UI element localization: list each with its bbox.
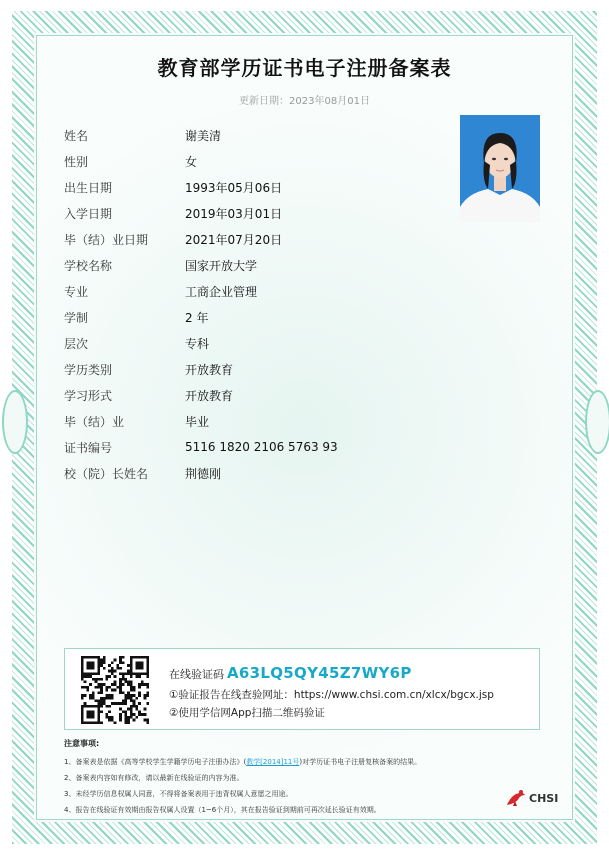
right-border-ornament [585, 390, 609, 454]
left-border-ornament [2, 390, 28, 454]
regulation-link[interactable]: 教学[2014]11号 [246, 758, 300, 766]
field-row-education-type [64, 356, 364, 382]
field-label: 专业 [64, 284, 89, 299]
page-title: 教育部学历证书电子注册备案表 [157, 56, 452, 80]
field-value: 毕业 [185, 414, 210, 429]
field-row-president [64, 460, 364, 486]
note-item-2: 2、备案表内容如有修改，请以最新在线验证的内容为准。 [64, 774, 244, 782]
field-row-enroll-date [64, 200, 364, 226]
field-row-major [64, 278, 364, 304]
notes-section [64, 738, 534, 818]
field-label: 姓名 [64, 128, 89, 143]
field-value: 开放教育 [185, 362, 234, 377]
field-label: 层次 [64, 336, 89, 351]
student-photo [460, 115, 540, 222]
field-value: 荆德刚 [185, 466, 222, 481]
field-label: 学校名称 [64, 258, 113, 273]
field-value: 2019年03月01日 [185, 206, 283, 221]
field-value: 2021年07月20日 [185, 232, 283, 247]
field-row-gender [64, 148, 364, 174]
field-value: 开放教育 [185, 388, 234, 403]
field-row-school [64, 252, 364, 278]
verification-url-text: ①验证报告在线查验网址：https://www.chsi.com.cn/xlcx/bgcx.jsp [169, 689, 494, 701]
field-value: 2 年 [185, 310, 209, 325]
field-value: 5116 1820 2106 5763 93 [185, 440, 338, 454]
note-item-1 [64, 754, 534, 770]
field-row-graduation-status [64, 408, 364, 434]
field-row-study-mode [64, 382, 364, 408]
online-verification-panel [64, 648, 540, 730]
verification-code-line [169, 664, 412, 682]
field-row-certificate-number [64, 434, 364, 460]
field-label: 毕（结）业 [64, 414, 125, 429]
field-label: 入学日期 [64, 206, 113, 221]
note-item-4: 4、报告在线验证有效期由报告权属人设置（1~6个月），其在报告验证到期前可再次延长验证有效期。 [64, 806, 381, 814]
field-label: 证书编号 [64, 440, 113, 455]
qr-code[interactable] [81, 656, 149, 724]
field-row-level [64, 330, 364, 356]
note-text: 1、备案表是依据《高等学校学生学籍学历电子注册办法》( [64, 758, 247, 766]
verification-code: A63LQ5QY45Z7WY6P [227, 664, 412, 682]
field-label: 学制 [64, 310, 89, 325]
verification-app-text: ②使用学信网App扫描二维码验证 [169, 707, 325, 719]
note-text: )对学历证书电子注册复核备案的结果。 [299, 758, 422, 766]
field-label: 毕（结）业日期 [64, 232, 149, 247]
field-label: 出生日期 [64, 180, 113, 195]
chsi-logo [505, 787, 558, 809]
field-label: 学习形式 [64, 388, 113, 403]
field-value: 专科 [185, 336, 210, 351]
chsi-bird-icon [505, 787, 527, 809]
updated-date: 更新日期：2023年08月01日 [239, 96, 370, 107]
field-value: 谢美清 [185, 128, 222, 143]
field-value: 1993年05月06日 [185, 180, 283, 195]
chsi-logo-text: CHSI [529, 791, 559, 805]
field-value: 女 [185, 154, 198, 169]
field-value: 国家开放大学 [185, 258, 258, 273]
field-row-birth-date [64, 174, 364, 200]
field-label: 性别 [64, 154, 89, 169]
field-label: 校（院）长姓名 [64, 466, 149, 481]
field-value: 工商企业管理 [185, 284, 258, 299]
field-row-name [64, 122, 364, 148]
note-item-3: 3、未经学历信息权属人同意，不得将备案表用于违背权属人意愿之用途。 [64, 790, 293, 798]
record-fields [64, 122, 364, 486]
notes-title: 注意事项: [64, 739, 100, 748]
field-row-graduation-date [64, 226, 364, 252]
verification-code-label: 在线验证码 [169, 668, 224, 681]
field-row-duration [64, 304, 364, 330]
field-label: 学历类别 [64, 362, 113, 377]
